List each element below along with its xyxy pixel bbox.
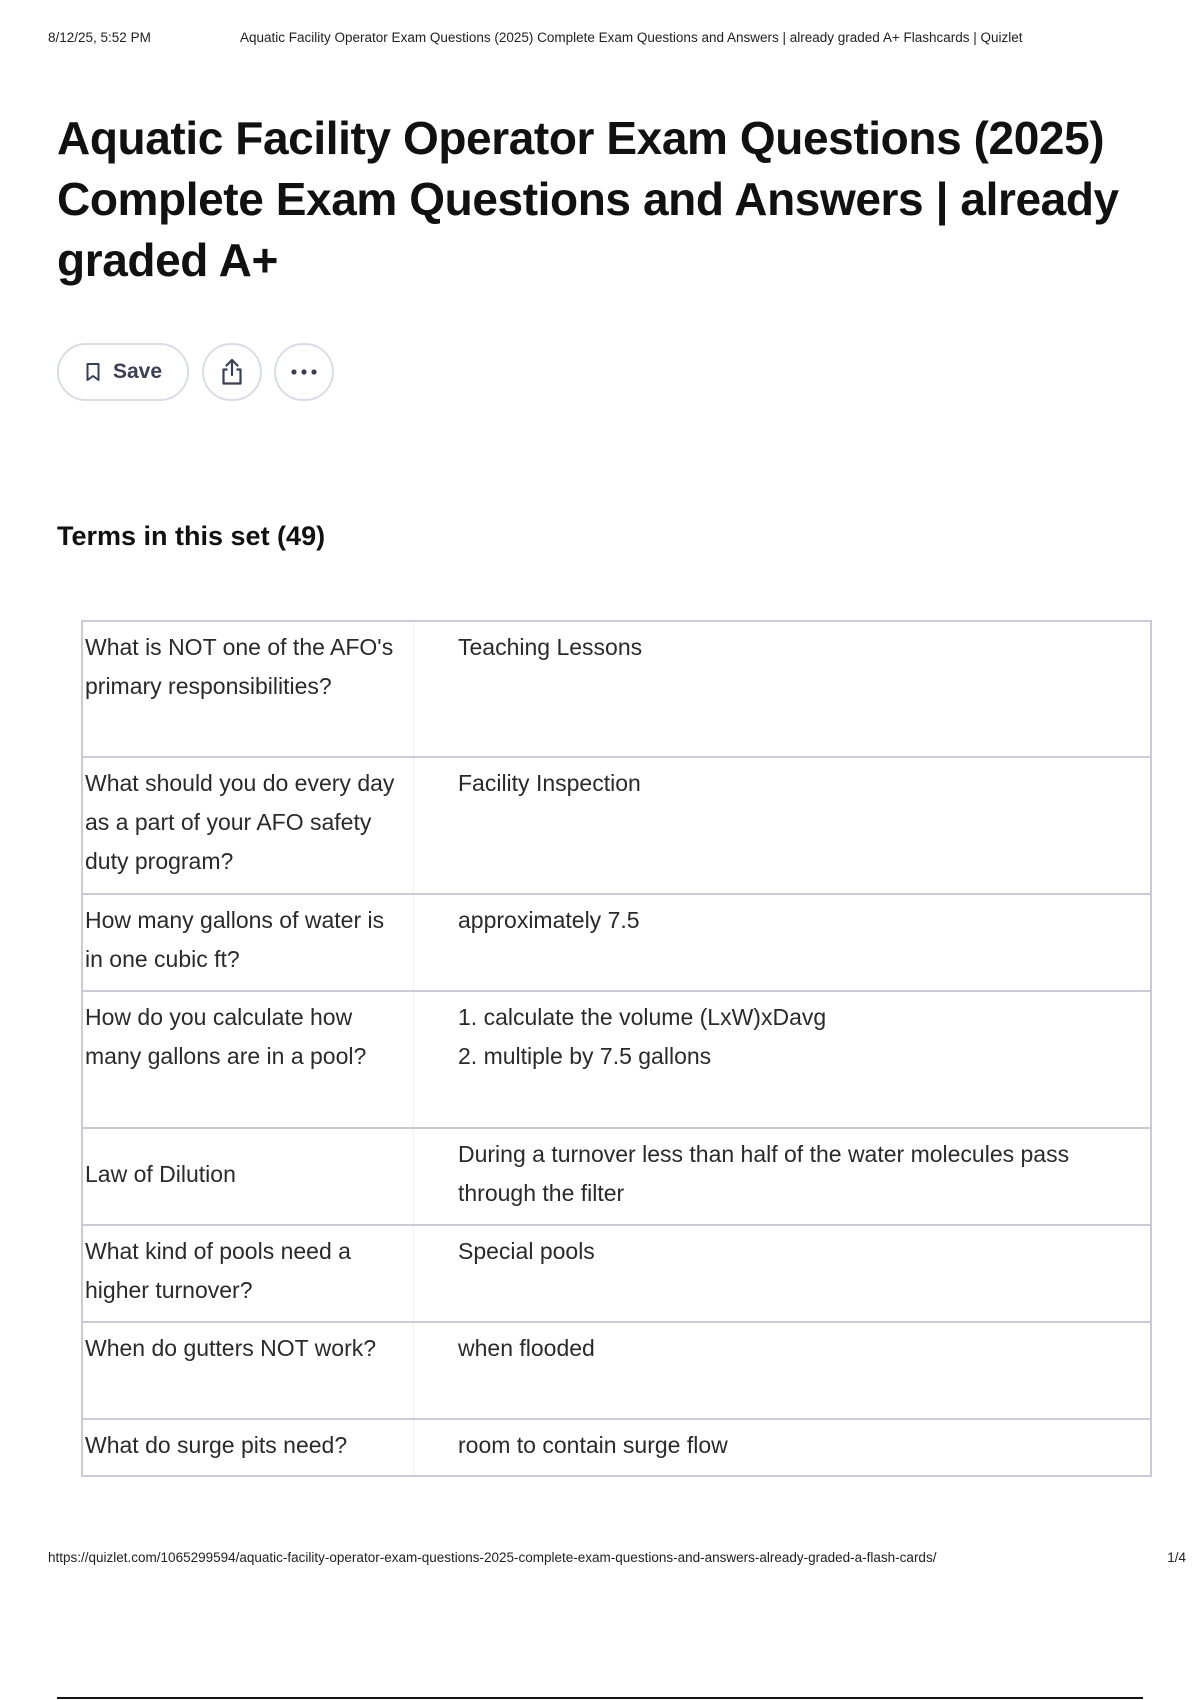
- page-divider: [57, 1697, 1143, 1699]
- definition-cell: [414, 991, 1152, 1128]
- term-cell: What kind of pools need a higher turnover?: [82, 1225, 414, 1322]
- table-row: [82, 1322, 1151, 1419]
- definition-cell: Teaching Lessons: [414, 621, 1152, 757]
- share-icon: [219, 357, 245, 387]
- definition-cell: room to contain surge flow: [414, 1419, 1152, 1476]
- save-button-label: Save: [113, 360, 163, 383]
- table-row: [82, 1128, 1151, 1225]
- page-number: 1/4: [1167, 1550, 1186, 1565]
- definition-cell: approximately 7.5: [414, 894, 1152, 991]
- definition-cell: Facility Inspection: [414, 757, 1152, 894]
- bookmark-icon: [85, 362, 101, 382]
- page-url-link[interactable]: https://quizlet.com/1065299594/aquatic-facility-operator-exam-questions-2025-complete-exam-questions-and-answers-already-graded-a-flash-cards/: [48, 1550, 937, 1565]
- definition-cell: During a turnover less than half of the water molecules pass through the filter: [414, 1128, 1152, 1225]
- table-row: [82, 1225, 1151, 1322]
- save-button[interactable]: [57, 343, 189, 401]
- term-cell: How many gallons of water is in one cubic ft?: [82, 894, 414, 991]
- term-cell: Law of Dilution: [82, 1128, 414, 1225]
- more-options-button[interactable]: [274, 343, 334, 401]
- term-cell: What do surge pits need?: [82, 1419, 414, 1476]
- table-row: [82, 621, 1151, 757]
- more-options-icon: [290, 368, 318, 376]
- term-cell: When do gutters NOT work?: [82, 1322, 414, 1419]
- print-document-title: Aquatic Facility Operator Exam Questions (2025) Complete Exam Questions and Answers | already graded A+ Flashcards | Quizlet: [240, 30, 1023, 45]
- term-cell: What should you do every day as a part of your AFO safety duty program?: [82, 757, 414, 894]
- table-row: [82, 894, 1151, 991]
- term-cell: How do you calculate how many gallons are in a pool?: [82, 991, 414, 1128]
- print-timestamp: 8/12/25, 5:52 PM: [48, 30, 151, 45]
- print-footer: [48, 1550, 1186, 1570]
- set-title: Aquatic Facility Operator Exam Questions (2025) Complete Exam Questions and Answers | already graded A+: [57, 112, 1119, 286]
- print-header: [48, 30, 1176, 50]
- definition-cell: Special pools: [414, 1225, 1152, 1322]
- definition-line: 1. calculate the volume (LxW)xDavg: [458, 1004, 827, 1030]
- table-row: [82, 1419, 1151, 1476]
- term-cell: What is NOT one of the AFO's primary responsibilities?: [82, 621, 414, 757]
- table-row: [82, 757, 1151, 894]
- share-button[interactable]: [202, 343, 262, 401]
- definition-cell: when flooded: [414, 1322, 1152, 1419]
- table-row: [82, 991, 1151, 1128]
- terms-heading: Terms in this set (49): [57, 521, 326, 551]
- terms-table: [81, 620, 1152, 1477]
- definition-line: 2. multiple by 7.5 gallons: [458, 1043, 712, 1069]
